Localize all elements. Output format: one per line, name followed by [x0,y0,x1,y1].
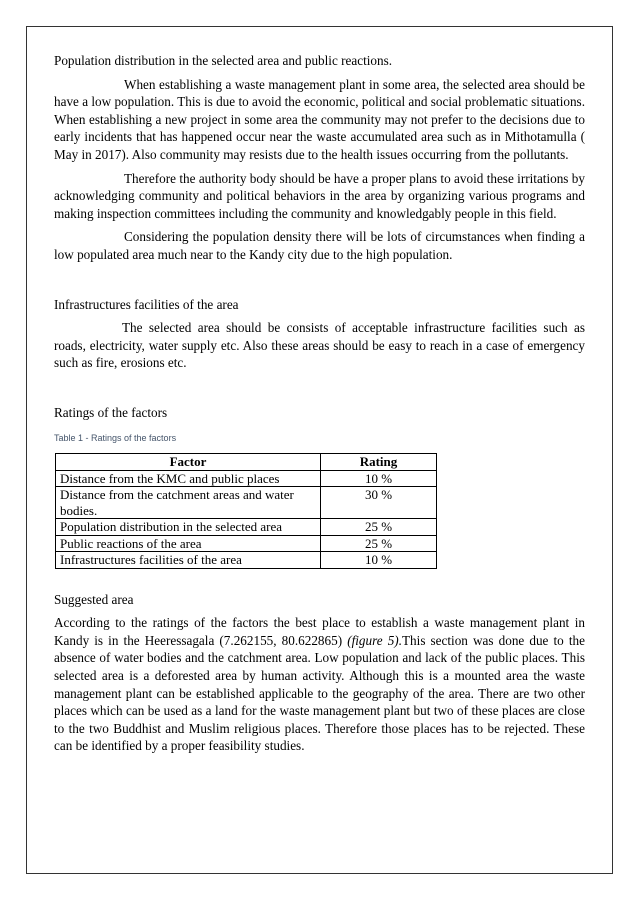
ratings-heading: Ratings of the factors [54,404,168,420]
suggested-text-after: This section was done due to the absence of water bodies and the catchment area. Low population and lack of the public places. This selected area is a deforested area by human activity. Although this is a mounted area the waste management plant can be established applicable to the geography of the area. There are two other places which can be used as a land for the waste management plant but two of these places are close to the two Buddhist and Muslim religious places. Therefore those places has to be rejected. These can be identified by a proper feasibility studies. [54,632,585,754]
table-row [56,552,437,569]
factor-cell: Public reactions of the area [56,535,321,552]
population-paragraph-1: When establishing a waste management plant in some area, the selected area should be have a low population. This is due to avoid the economic, political and social problematic situations. When establishing a new project in some area the community may not prefer to the decisions due to early incidents that has happened occur near the waste accumulated area such as in Mithotamulla ( May in 2017). Also community may resists due to the health issues occurring from the pollutants. [54,76,585,162]
suggested-paragraph [54,614,585,755]
infrastructure-heading: Infrastructures facilities of the area [54,296,239,312]
table-row [56,519,437,536]
suggested-text-before: According to the ratings of the factors the best place to establish a waste management plant in Kandy is in the Heeressagala (7.262155, 80.622865) [54,615,585,648]
figure-reference: (figure 5). [347,632,402,648]
table-header-row [56,454,437,471]
suggested-heading: Suggested area [54,591,134,607]
document-body [54,52,585,761]
table-row [56,487,437,519]
population-paragraph-2: Therefore the authority body should be have a proper plans to avoid these irritations by acknowledging community and political behaviors in the area by organizing various programs and making inspection committees including the community and knowledgably people in this field. [54,170,585,221]
rating-cell: 10 % [321,552,437,569]
rating-cell: 10 % [321,470,437,487]
factor-cell: Infrastructures facilities of the area [56,552,321,569]
rating-cell: 30 % [321,487,437,519]
factor-cell: Distance from the catchment areas and water bodies. [56,487,321,519]
rating-cell: 25 % [321,519,437,536]
population-heading: Population distribution in the selected area and public reactions. [54,53,393,68]
factor-cell: Distance from the KMC and public places [56,470,321,487]
column-header-rating: Rating [321,454,437,471]
table-row [56,470,437,487]
infrastructure-paragraph: The selected area should be consists of acceptable infrastructure facilities such as roads, electricity, water supply etc. Also these areas should be easy to reach in a case of emergency such as fire, erosions etc. [54,320,585,371]
column-header-factor: Factor [56,454,321,471]
ratings-table [55,453,437,569]
population-paragraph-3: Considering the population density there will be lots of circumstances when finding a low populated area much near to the Kandy city due to the high population. [54,229,585,262]
factor-cell: Population distribution in the selected area [56,519,321,536]
table-row [56,535,437,552]
table-caption: Table 1 - Ratings of the factors [54,432,177,443]
rating-cell: 25 % [321,535,437,552]
